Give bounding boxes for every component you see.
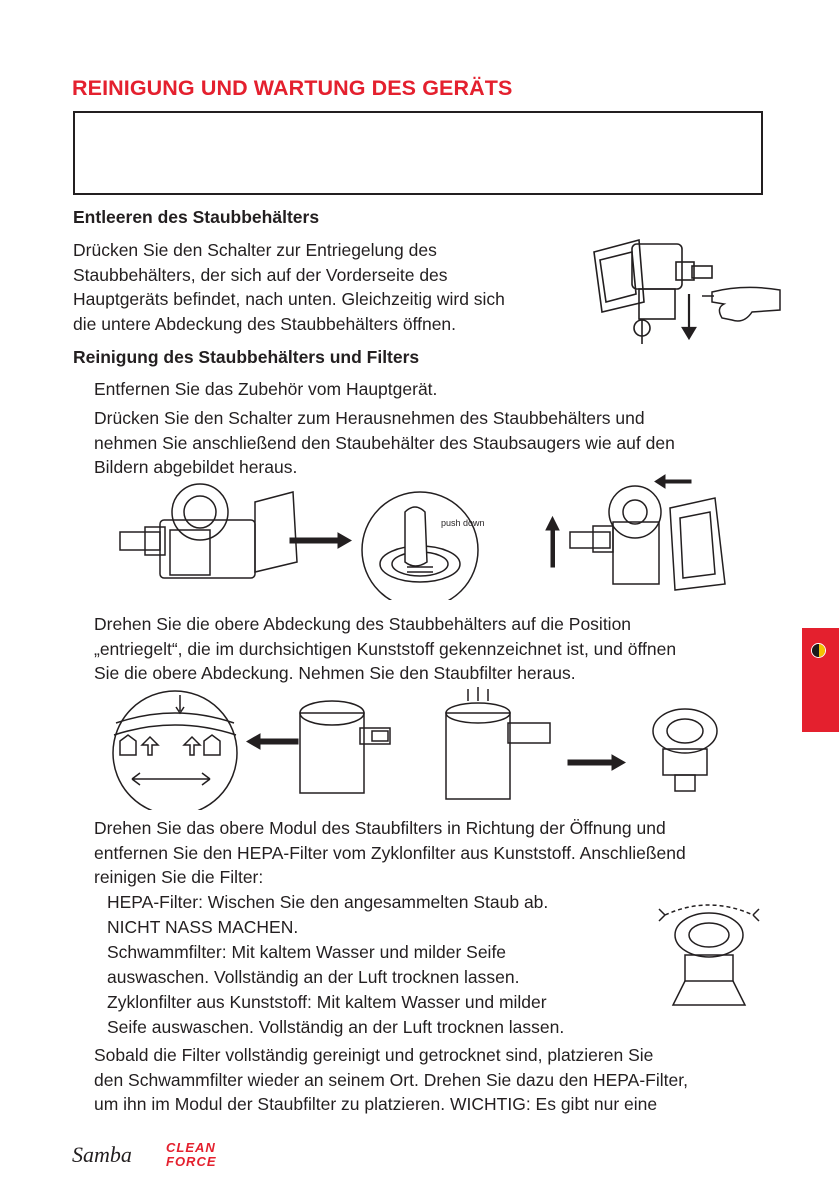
vacuum-body-drawing xyxy=(120,484,297,578)
push-down-label: push down xyxy=(441,518,485,528)
filter-hepa: HEPA-Filter: Wischen Sie den angesammelten Staub ab. NICHT NASS MACHEN. xyxy=(107,892,549,937)
emptying-paragraph: Drücken Sie den Schalter zur Entriegelung des Staubbehälters, der sich auf der Vorderseite des Hauptgeräts befindet, nach unten. Gleichzeitig wird sich die untere Abdeckung des Staubbehälters öffnen. xyxy=(73,240,505,334)
arrow-left-2 xyxy=(247,734,298,749)
filter-removal-drawing xyxy=(446,687,550,799)
container-removal-figures xyxy=(115,472,755,600)
step-remove-hepa: Drehen Sie das obere Modul des Staubfilters in Richtung der Öffnung und entfernen Sie den HEPA-Filter vom Zyklonfilter aus Kunststoff. Anschließend reinigen Sie die Filter: xyxy=(94,818,686,888)
filter-cyclone: Zyklonfilter aus Kunststoff: Mit kaltem Wasser und milder Seife auswaschen. Vollständig an der Luft trocknen lassen. xyxy=(107,992,565,1037)
arrow-left xyxy=(655,475,691,488)
filter-sponge: Schwammfilter: Mit kaltem Wasser und milder Seife auswaschen. Vollständig an der Luft trocknen lassen. xyxy=(107,942,520,987)
filter-module-drawing xyxy=(653,709,717,791)
arrow-right-1 xyxy=(290,533,351,548)
language-tab xyxy=(802,628,839,732)
cover-filter-figures xyxy=(110,683,770,810)
step-open-cover: Drehen Sie die obere Abdeckung des Staubbehälters auf die Position „entriegelt“, die im durchsichtigen Kunststoff gekennzeichnet ist, und öffnen Sie die obere Abdeckung. Nehmen Sie den Staubfilter heraus. xyxy=(94,614,677,684)
section-heading-cleaning: Reinigung des Staubbehälters und Filters xyxy=(73,347,420,367)
container-open-drawing xyxy=(300,701,390,793)
step-remove-accessory: Entfernen Sie das Zubehör vom Hauptgerät. xyxy=(94,379,438,399)
svg-text:CLEAN: CLEAN xyxy=(166,1140,216,1155)
step-reassemble: Sobald die Filter vollständig gereinigt und getrocknet sind, platzieren Sie den Schwammfilter wieder an seinem Ort. Drehen Sie dazu den HEPA-Filter, um ihn im Modul der Staubfilter zu platzieren. WICHTIG: Es gibt nur eine xyxy=(94,1045,688,1115)
push-down-detail xyxy=(362,492,478,600)
arrow-right-2 xyxy=(568,755,625,770)
german-flag-icon xyxy=(811,643,826,658)
step-remove-container: Drücken Sie den Schalter zum Herausnehmen des Staubbehälters und nehmen Sie anschließend den Staubehälter des Staubsaugers wie auf den Bildern abgebildet heraus. xyxy=(94,408,675,478)
warning-box xyxy=(73,111,763,195)
arrow-up xyxy=(546,517,559,567)
svg-text:FORCE: FORCE xyxy=(166,1154,217,1169)
section-heading-emptying: Entleeren des Staubbehälters xyxy=(73,207,320,227)
unlock-detail xyxy=(113,691,237,810)
brand-logo xyxy=(72,1138,242,1170)
page-title: REINIGUNG UND WARTUNG DES GERÄTS xyxy=(72,76,513,100)
svg-text:Samba: Samba xyxy=(72,1142,132,1167)
container-detached-drawing xyxy=(570,486,725,590)
hepa-rotate-illustration xyxy=(645,895,773,1025)
dust-release-illustration xyxy=(584,232,784,350)
